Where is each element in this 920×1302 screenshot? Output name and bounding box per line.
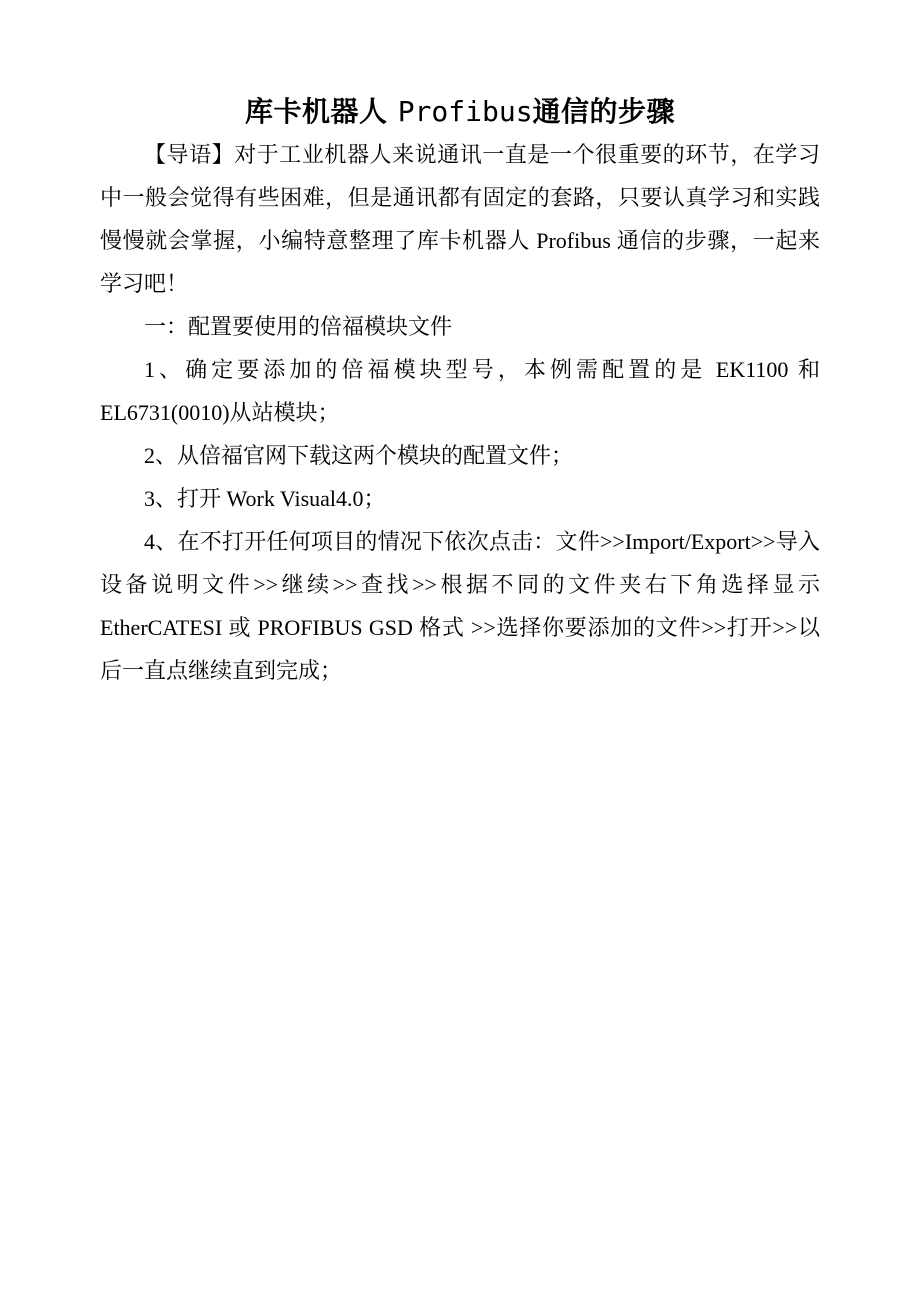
step-paragraph-2: 2、从倍福官网下载这两个模块的配置文件； bbox=[144, 443, 574, 468]
intro-paragraph: 【导语】对于工业机器人来说通讯一直是一个很重要的环节，在学习中一般会觉得有些困难，但是通讯都有固定的套路，只要认真学习和实践慢慢就会掌握，小编特意整理了库卡机器人 Profibus 通信的步骤，一起来学习吧！ bbox=[100, 142, 820, 296]
step-paragraph-1: 1、确定要添加的倍福模块型号，本例需配置的是 EK1100 和 EL6731(0010)从站模块； bbox=[100, 357, 820, 425]
step-paragraph-4: 4、在不打开任何项目的情况下依次点击：文件>>Import/Export>>导入设备说明文件>>继续>>查找>>根据不同的文件夹右下角选择显示 EtherCATESI 或 PROFIBUS GSD 格式 >>选择你要添加的文件>>打开>>以后一直点继续直到完成； bbox=[100, 529, 820, 683]
section-heading-1: 一：配置要使用的倍福模块文件 bbox=[144, 314, 453, 339]
step-paragraph-3: 3、打开 Work Visual4.0； bbox=[144, 486, 386, 511]
title-cjk-tail: 通信的步骤 bbox=[532, 95, 676, 128]
title-cjk-lead: 库卡机器人 bbox=[244, 95, 398, 128]
title-latin-profibus: Profibus bbox=[397, 95, 533, 128]
document-title bbox=[100, 90, 820, 133]
